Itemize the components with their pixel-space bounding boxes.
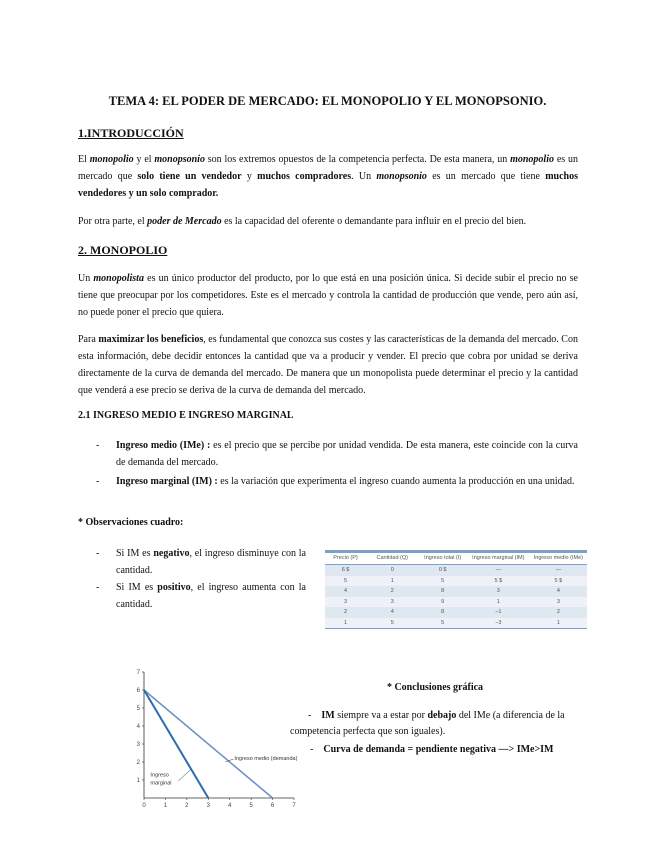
conclusiones-list	[290, 708, 580, 758]
x-tick-label: 3	[206, 803, 210, 809]
table-cell: 5 $	[530, 576, 587, 587]
table-cell: 1	[366, 576, 418, 587]
table-cell: 2	[325, 607, 366, 618]
table-cell: 0 $	[418, 565, 466, 576]
section-heading-monopolio: 2. MONOPOLIO	[78, 243, 168, 257]
table-header-cell: Cantidad (Q)	[366, 553, 418, 565]
table-cell: 1	[530, 618, 587, 629]
table-cell: −3	[467, 618, 530, 629]
list-item: - Si IM es negativo, el ingreso disminuye con la cantidad.	[78, 545, 306, 579]
table-row	[325, 607, 587, 618]
list-item: - Ingreso marginal (IM) : es la variación que experimenta el ingreso cuando aumenta la producción en una unidad.	[78, 473, 578, 490]
table-header-row	[325, 553, 587, 565]
y-tick-label: 3	[136, 742, 140, 748]
table-header-cell: Ingreso total (I)	[418, 553, 466, 565]
table-cell: 4	[530, 586, 587, 597]
table-cell: 5	[366, 618, 418, 629]
table-cell: 5	[418, 618, 466, 629]
table-header-cell: Ingreso marginal (IM)	[467, 553, 530, 565]
ingreso-table-wrapper	[325, 550, 587, 629]
ingreso-table	[325, 553, 587, 628]
table-cell: 4	[366, 607, 418, 618]
x-tick-label: 4	[228, 803, 232, 809]
table-cell: 6 $	[325, 565, 366, 576]
table-cell: 9	[418, 597, 466, 608]
table-cell: —	[530, 565, 587, 576]
table-cell: −1	[467, 607, 530, 618]
y-tick-label: 6	[136, 688, 140, 694]
x-tick-label: 5	[249, 803, 253, 809]
ingreso-list	[78, 437, 578, 490]
annotation-label: Ingreso medio (demanda)	[234, 756, 298, 762]
table-cell: 1	[325, 618, 366, 629]
list-item: - Ingreso medio (IMe) : es el precio que se percibe por unidad vendida. De esta manera, este coincide con la curva de demanda del mercado.	[78, 437, 578, 471]
table-row	[325, 576, 587, 587]
table-cell: 8	[418, 607, 466, 618]
table-cell: 3	[325, 597, 366, 608]
table-cell: 8	[418, 586, 466, 597]
table-cell: 3	[530, 597, 587, 608]
y-tick-label: 2	[136, 760, 140, 766]
table-cell: 5	[418, 576, 466, 587]
y-tick-label: 1	[136, 778, 140, 784]
section-heading-introduccion: 1.INTRODUCCIÓN	[78, 126, 184, 140]
table-cell: 5 $	[467, 576, 530, 587]
table-row	[325, 618, 587, 629]
table-cell: 3	[366, 597, 418, 608]
y-tick-label: 4	[136, 724, 140, 730]
x-tick-label: 0	[142, 803, 146, 809]
annotation-label: marginal	[150, 780, 172, 787]
table-cell: 3	[467, 586, 530, 597]
list-item: - Curva de demanda = pendiente negativa —> IMe>IM	[310, 744, 554, 755]
list-item: - IM siempre va a estar por debajo del IMe (a diferencia de la competencia perfecta que son iguales).	[290, 710, 565, 737]
table-cell: 5	[325, 576, 366, 587]
x-tick-label: 7	[292, 803, 296, 809]
conclusiones-heading: * Conclusiones gráfica	[386, 682, 484, 693]
annotation-label: Ingreso	[150, 772, 169, 779]
intro-paragraph-1: El monopolio y el monopsonio son los extremos opuestos de la competencia perfecta. De esta manera, un monopolio es un mercado que solo tiene un vendedor y muchos compradores. Un monopsonio es un mercado que tiene muchos vendedores y un solo comprador.	[78, 154, 578, 199]
x-tick-label: 1	[163, 803, 168, 809]
table-header-cell: Precio (P)	[325, 553, 366, 565]
table-header-cell: Ingreso medio (IMe)	[530, 553, 587, 565]
table-cell: —	[467, 565, 530, 576]
table-cell: 2	[366, 586, 418, 597]
table-row	[325, 565, 587, 576]
table-row	[325, 597, 587, 608]
observaciones-heading: * Observaciones cuadro:	[78, 517, 184, 528]
section-heading-ingreso: 2.1 INGRESO MEDIO E INGRESO MARGINAL	[78, 410, 294, 421]
monopolio-paragraph-2: Para maximizar los beneficios, es fundamental que conozca sus costes y las características de la demanda del mercado. Con esta información, debe decidir entonces la cantidad que va a producir y vender. El precio que cobra por unidad se deriva directamente de la curva de demanda del mercado. De manera que un monopolista puede determinar el precio y la cantidad que venderá a ese precio se deriva de la curva de demanda del mercado.	[78, 334, 578, 396]
y-tick-label: 7	[136, 670, 140, 676]
table-cell: 1	[467, 597, 530, 608]
table-cell: 2	[530, 607, 587, 618]
chart-layer	[137, 670, 298, 809]
annotation-leader	[178, 769, 191, 781]
table-row	[325, 586, 587, 597]
intro-paragraph-2: Por otra parte, el poder de Mercado es la capacidad del oferente o demandante para influir en el precio del bien.	[78, 216, 527, 227]
list-item: - Si IM es positivo, el ingreso aumenta con la cantidad.	[78, 579, 306, 613]
table-cell: 4	[325, 586, 366, 597]
observaciones-list	[78, 545, 306, 613]
page-title: TEMA 4: EL PODER DE MERCADO: EL MONOPOLIO Y EL MONOPSONIO.	[108, 94, 547, 108]
y-tick-label: 5	[136, 706, 140, 712]
ingreso-chart	[120, 660, 300, 810]
x-tick-label: 6	[270, 803, 275, 809]
monopolio-paragraph-1: Un monopolista es un único productor del producto, por lo que está en una posición única. Si decide subir el precio no se tiene que preocupar por los competidores. Este es el mercado y controla la cantidad de producción que vende, pero aún así, no puede poner el precio que quiera.	[78, 273, 578, 318]
table-cell: 0	[366, 565, 418, 576]
x-tick-label: 2	[185, 803, 189, 809]
